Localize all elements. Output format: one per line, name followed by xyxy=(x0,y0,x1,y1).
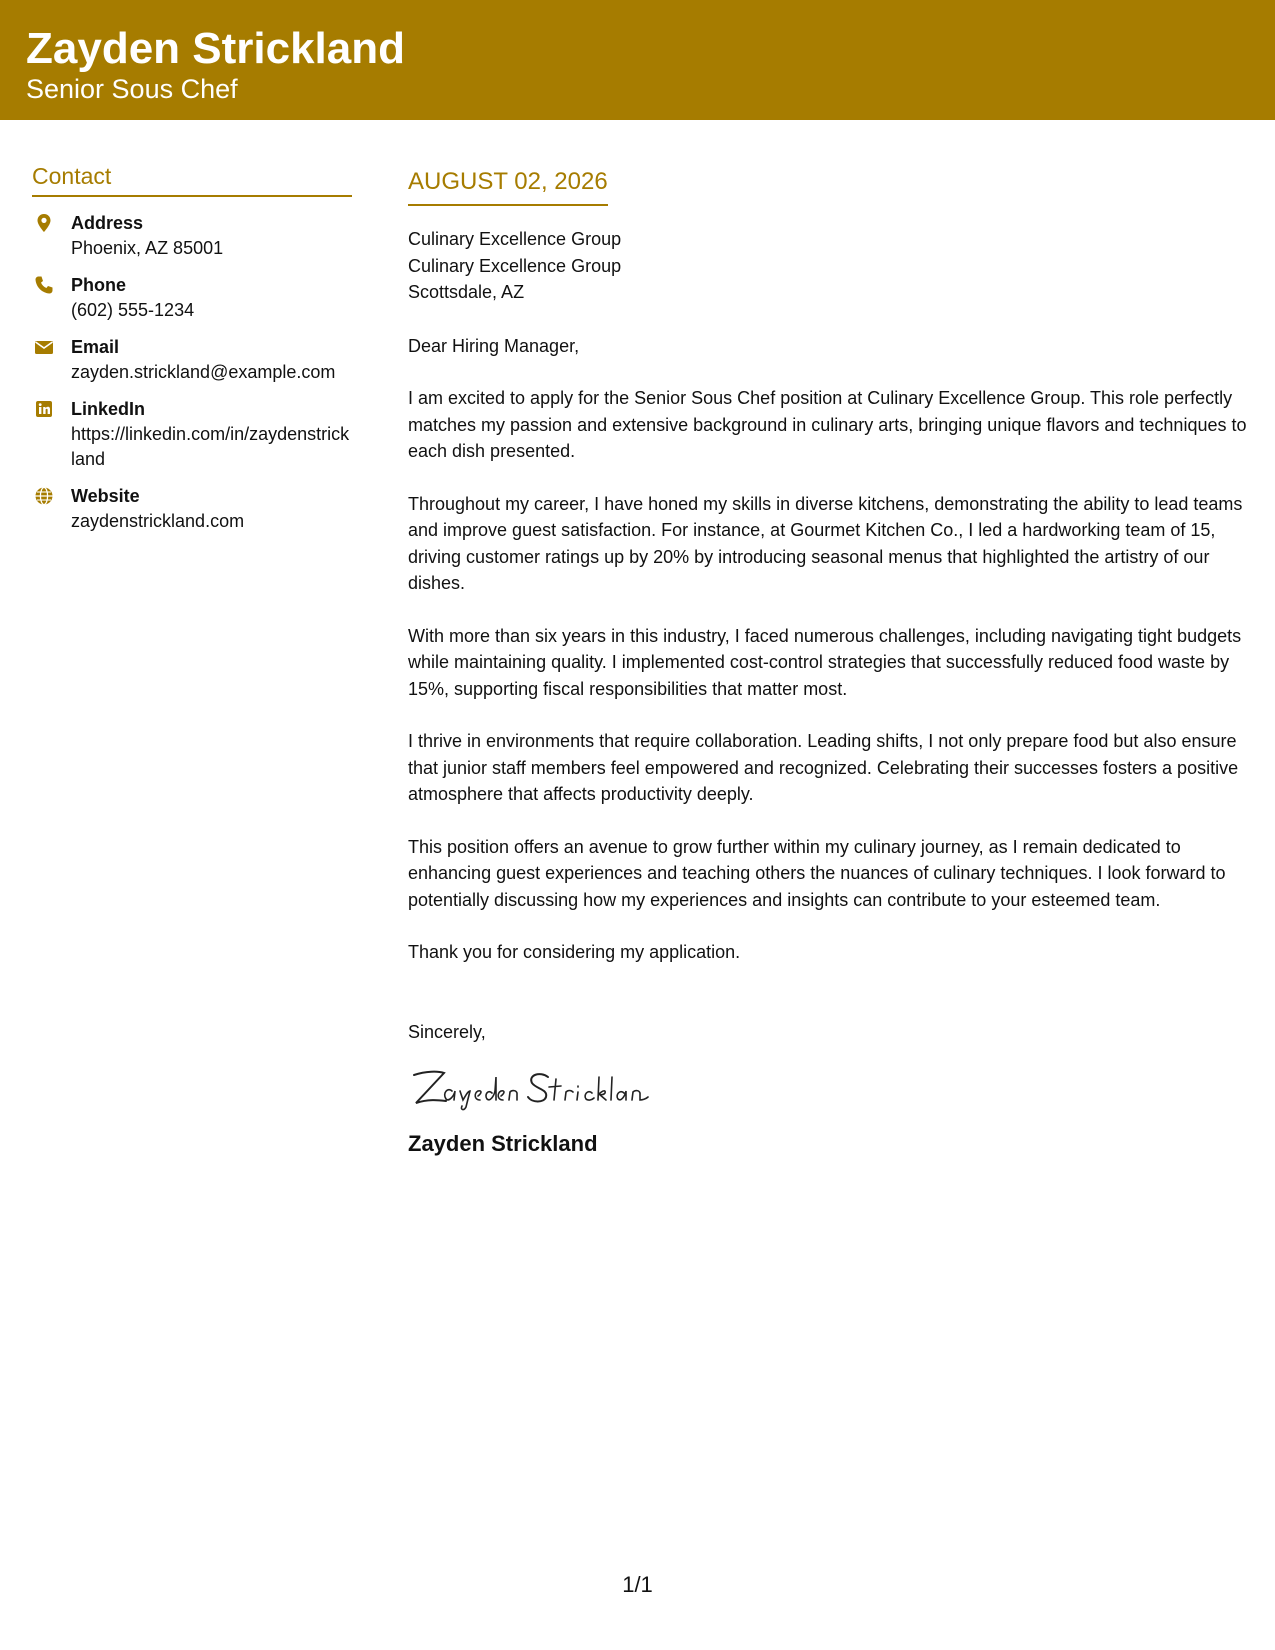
contact-item-linkedin xyxy=(32,397,352,472)
letter-paragraph: Thank you for considering my application. xyxy=(408,942,741,962)
contact-value: zayden.strickland@example.com xyxy=(71,362,336,382)
page-number: 1/1 xyxy=(622,1572,653,1597)
contact-label: Phone xyxy=(71,275,127,295)
contact-value[interactable]: zaydenstrickland.com xyxy=(71,511,245,531)
linkedin-icon xyxy=(34,399,54,419)
contact-label: LinkedIn xyxy=(71,399,146,419)
recipient-line: Culinary Excellence Group xyxy=(408,255,622,276)
header-banner xyxy=(0,0,1275,120)
contact-label: Email xyxy=(71,337,120,357)
contact-section-title: Contact xyxy=(32,160,352,197)
contact-item-email xyxy=(32,335,352,385)
contact-sidebar xyxy=(32,160,352,546)
letter-paragraph: I am excited to apply for the Senior Sous Chef position at Culinary Excellence Group. This role perfectly matches my passion and extensive background in culinary arts, bringing unique flavors and techniques to each dish presented. xyxy=(408,388,1247,461)
letter-greeting: Dear Hiring Manager, xyxy=(408,335,580,356)
letter-date: AUGUST 02, 2026 xyxy=(408,166,608,206)
applicant-name: Zayden Strickland xyxy=(26,24,406,73)
contact-item-phone xyxy=(32,273,352,323)
contact-label: Website xyxy=(71,486,140,506)
letter-body xyxy=(408,166,1248,1159)
phone-icon xyxy=(34,275,54,295)
handwritten-signature xyxy=(408,1063,688,1113)
letter-closing: Sincerely, xyxy=(408,1021,486,1042)
envelope-icon xyxy=(34,337,54,357)
contact-item-website xyxy=(32,484,352,534)
recipient-block xyxy=(408,226,1248,306)
recipient-line: Culinary Excellence Group xyxy=(408,229,622,249)
letter-paragraph: With more than six years in this industry, I faced numerous challenges, including navigating tight budgets while maintaining quality. I implemented cost-control strategies that successfully reduced food waste by 15%, supporting fiscal responsibilities that matter most. xyxy=(408,625,1242,699)
letter-paragraph: I thrive in environments that require collaboration. Leading shifts, I not only prepare food but also ensure that junior staff members feel empowered and recognized. Celebrating their successes fosters a positive atmosphere that affects productivity deeply. xyxy=(408,731,1239,804)
globe-icon xyxy=(34,486,54,506)
letter-paragraph: Throughout my career, I have honed my skills in diverse kitchens, demonstrating the ability to lead teams and improve guest satisfaction. For instance, at Gourmet Kitchen Co., I led a hardworking team of 15, driving customer ratings up by 20% by introducing seasonal menus that highlighted the artistry of our dishes. xyxy=(408,493,1243,593)
contact-value: Phoenix, AZ 85001 xyxy=(71,238,224,258)
signed-name: Zayden Strickland xyxy=(408,1131,598,1156)
contact-value[interactable]: https://linkedin.com/in/zaydenstrickland xyxy=(71,424,350,469)
recipient-line: Scottsdale, AZ xyxy=(408,282,525,302)
map-pin-icon xyxy=(34,213,54,233)
contact-item-address xyxy=(32,211,352,261)
letter-paragraph: This position offers an avenue to grow further within my culinary journey, as I remain dedicated to enhancing guest experiences and teaching others the nuances of culinary techniques. I look forward to potentially discussing how my experiences and insights can contribute to your esteemed team. xyxy=(408,836,1226,910)
contact-label: Address xyxy=(71,213,144,233)
contact-value: (602) 555-1234 xyxy=(71,300,195,320)
applicant-job-title: Senior Sous Chef xyxy=(26,74,238,104)
